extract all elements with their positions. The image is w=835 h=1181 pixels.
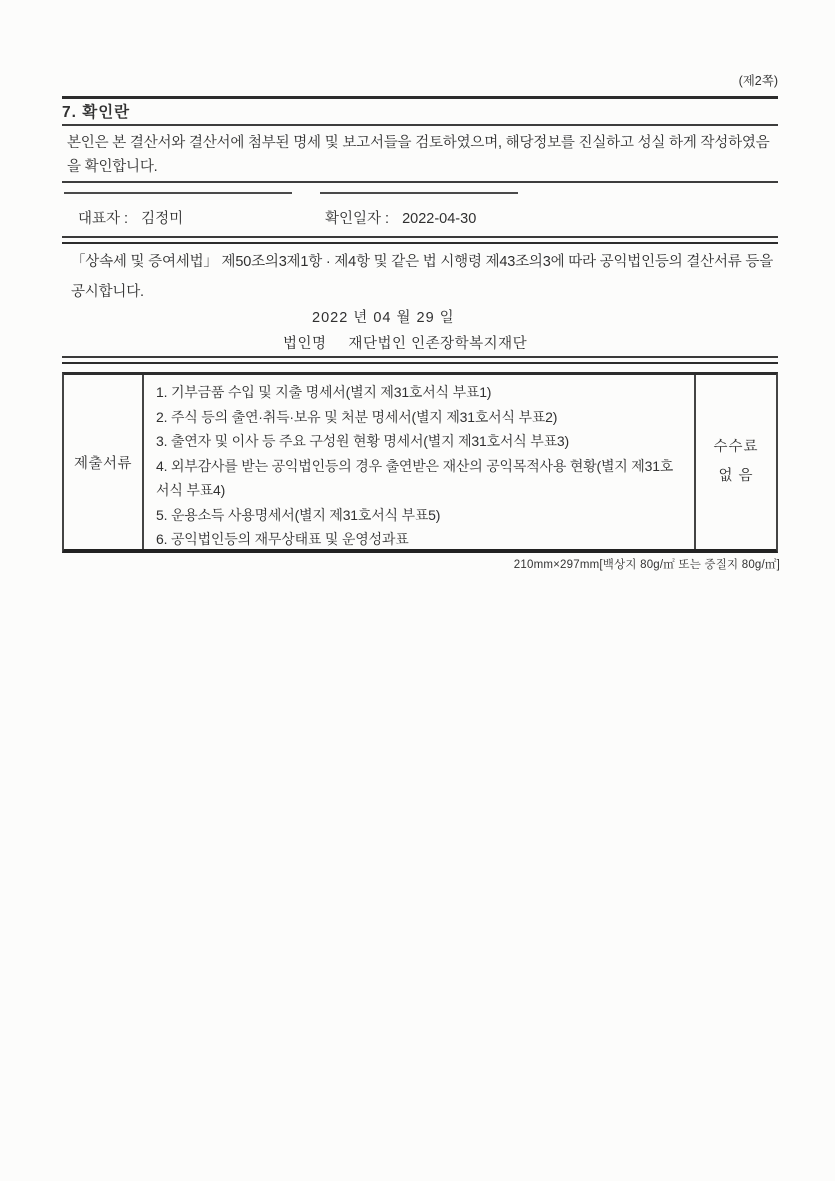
document-item: 3. 출연자 및 이사 등 주요 구성원 현황 명세서(별지 제31호서식 부표3)	[156, 433, 569, 449]
paper-spec-footnote: 210mm×297mm[백상지 80g/㎡ 또는 중질지 80g/㎡]	[513, 559, 780, 571]
document-item: 6. 공익법인등의 재무상태표 및 운영성과표	[156, 531, 409, 547]
document-item: 2. 주식 등의 출연·취득·보유 및 처분 명세서(별지 제31호서식 부표2)	[156, 408, 558, 425]
disclosure-date: 2022 년 04 월 29 일	[312, 310, 455, 326]
fee-line: 수수료	[713, 439, 759, 455]
confirmation-statement: 본인은 본 결산서와 결산서에 첨부된 명세 및 보고서들을 검토하였으며, 해당정보를 진실하고 성실 하게 작성하였음을 확인합니다.	[67, 135, 770, 175]
pre-table-double-rule	[62, 356, 778, 364]
corporation-label: 법인명	[283, 336, 327, 352]
statement-divider	[62, 181, 778, 183]
representative-label: 대표자 :	[78, 211, 129, 227]
section-end-double-rule	[62, 236, 778, 244]
corporation-row	[283, 332, 527, 353]
submitted-documents-table	[62, 372, 778, 553]
confirm-date-label: 확인일자 :	[325, 211, 390, 227]
confirm-date-row	[325, 207, 476, 228]
document-item: 5. 운용소득 사용명세서(별지 제31호서식 부표5)	[156, 506, 441, 523]
document-item: 1. 기부금품 수입 및 지출 명세서(별지 제31호서식 부표1)	[156, 384, 492, 400]
fee-line: 없 음	[718, 468, 754, 484]
disclosure-legal-text: 「상속세 및 증여세법」 제50조의3제1항 · 제4항 및 같은 법 시행령 제43조의3에 따라 공익법인등의 결산서류 등을 공시합니다.	[71, 254, 774, 300]
representative-row	[78, 207, 183, 228]
representative-signature-line	[64, 192, 292, 194]
section-heading: 7. 확인란	[62, 104, 131, 121]
heading-divider	[62, 124, 778, 126]
top-divider	[62, 96, 778, 99]
representative-name: 김정미	[141, 211, 184, 227]
document-item: 4. 외부감사를 받는 공익법인등의 경우 출연받은 재산의 공익목적사용 현황(별지 제31호서식 부표4)	[156, 457, 674, 498]
page-number-marker: (제2쪽)	[738, 74, 778, 88]
table-row-header: 제출서류	[64, 375, 144, 549]
document-list-cell	[144, 375, 696, 549]
date-signature-line	[320, 192, 518, 194]
fee-cell	[696, 375, 776, 549]
confirm-date-value: 2022-04-30	[402, 211, 477, 227]
corporation-name: 재단법인 인존장학복지재단	[348, 336, 528, 352]
